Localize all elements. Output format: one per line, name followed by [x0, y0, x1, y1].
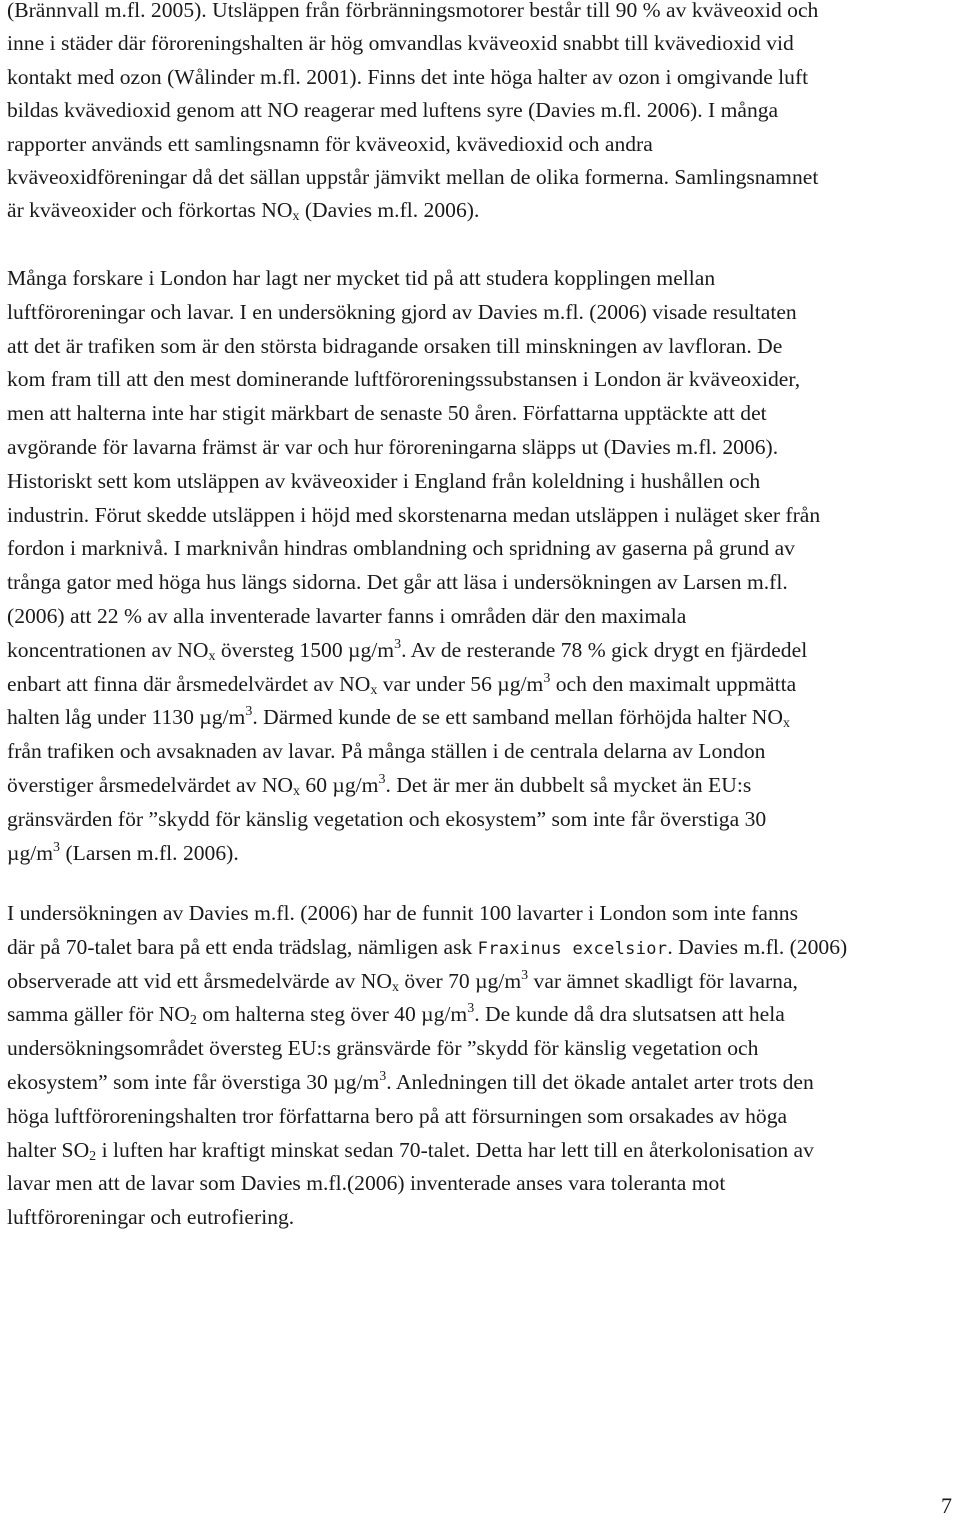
text-run: i luften har kraftigt minskat sedan 70-talet. Detta har lett till en återkolonisation av — [96, 1137, 814, 1162]
superscript: 3 — [467, 1001, 475, 1017]
text-line: industrin. Förut skedde utsläppen i höjd med skorstenarna medan utsläppen i nuläget sker från — [7, 502, 821, 527]
superscript: 3 — [53, 839, 61, 855]
page-number: 7 — [941, 1493, 952, 1518]
subscript: x — [293, 783, 301, 799]
text-line — [7, 931, 955, 965]
text-run: ekosystem” som inte får överstiga 30 µg/m — [7, 1069, 380, 1094]
text-line: höga luftföroreningshalten tror författarna bero på att försurningen som orsakades av höga — [7, 1103, 788, 1128]
text-line: Många forskare i London har lagt ner mycket tid på att studera kopplingen mellan — [7, 266, 716, 290]
text-run: . Därmed kunde de se ett samband mellan förhöjda halter NO — [252, 705, 783, 730]
text-line: (Brännvall m.fl. 2005). Utsläppen från förbränningsmotorer består till 90 % av kväveoxid och — [7, 0, 819, 22]
text-line — [7, 634, 955, 668]
subscript: x — [783, 716, 790, 732]
text-run: koncentrationen av NO — [7, 637, 209, 662]
text-line — [7, 1066, 955, 1100]
text-run: halten låg under 1130 µg/m — [7, 705, 246, 730]
text-run: (Davies m.fl. 2006). — [304, 198, 480, 223]
text-run: där på 70-talet bara på ett enda trädslag, nämligen ask — [7, 934, 478, 959]
text-line: gränsvärden för ”skydd för känslig vegetation och ekosystem” som inte får överstiga 30 — [7, 806, 767, 831]
text-line — [7, 965, 955, 999]
text-run: halter SO — [7, 1137, 90, 1162]
text-run: om halterna steg över 40 µg/m — [196, 1002, 468, 1027]
text-line: från trafiken och avsaknaden av lavar. På många ställen i de centrala delarna av London — [7, 739, 766, 764]
superscript: 3 — [378, 771, 386, 787]
paragraph-2 — [7, 262, 955, 870]
text-run: observerade att vid ett årsmedelvärde av NO — [7, 968, 392, 993]
text-line: avgörande för lavarna främst är var och hur föroreningarna släpps ut (Davies m.fl. 2006). — [7, 434, 779, 459]
subscript: x — [292, 209, 300, 225]
subscript: x — [391, 979, 399, 995]
text-run: översteg 1500 µg/m — [215, 637, 395, 662]
text-run: µg/m — [7, 840, 54, 865]
paragraph-3 — [7, 897, 955, 1235]
text-run: . Det är mer än dubbelt så mycket än EU:s — [385, 772, 752, 797]
text-run: samma gäller för NO — [7, 1002, 190, 1027]
superscript: 3 — [379, 1068, 387, 1084]
text-run: överstiger årsmedelvärdet av NO — [7, 772, 294, 797]
text-line: I undersökningen av Davies m.fl. (2006) har de funnit 100 lavarter i London som inte fanns — [7, 901, 798, 925]
text-run: var under 56 µg/m — [377, 671, 544, 696]
text-run: enbart att finna där årsmedelvärdet av NO — [7, 671, 371, 696]
text-run: . Anledningen till det ökade antalet arter trots den — [386, 1069, 814, 1094]
text-line: att det är trafiken som är den största bidragande orsaken till minskningen av lavfloran. De — [7, 333, 783, 358]
text-line: kom fram till att den mest dominerande luftföroreningssubstansen i London är kväveoxider, — [7, 367, 801, 392]
text-run: är kväveoxider och förkortas NO — [7, 198, 293, 223]
text-run: . Av de resterande 78 % gick drygt en fjärdedel — [401, 637, 808, 662]
text-line — [7, 668, 955, 702]
paragraph-1 — [7, 0, 955, 228]
text-run: och den maximalt uppmätta — [550, 671, 797, 696]
text-run: . Davies m.fl. (2006) — [667, 934, 848, 959]
superscript: 3 — [394, 636, 402, 652]
superscript: 3 — [521, 967, 529, 983]
text-line: luftföroreningar och eutrofiering. — [7, 1205, 295, 1230]
text-line — [7, 769, 955, 803]
superscript: 3 — [245, 704, 253, 720]
text-line: rapporter används ett samlingsnamn för kväveoxid, kvävedioxid och andra — [7, 131, 653, 156]
text-run: (Larsen m.fl. 2006). — [60, 840, 239, 865]
text-line — [7, 998, 955, 1032]
text-line: inne i städer där föroreningshalten är hög omvandlas kväveoxid snabbt till kvävedioxid vid — [7, 31, 794, 56]
text-line: men att halterna inte har stigit märkbart de senaste 50 åren. Författarna upptäckte att det — [7, 401, 767, 426]
species-name: Fraxinus excelsior — [477, 938, 668, 959]
text-line: lavar men att de lavar som Davies m.fl.(2006) inventerade anses vara toleranta mot — [7, 1171, 726, 1196]
text-line — [7, 194, 955, 227]
text-line: trånga gator med höga hus längs sidorna. Det går att läsa i undersökningen av Larsen m.fl. — [7, 570, 788, 595]
subscript: 2 — [89, 1148, 97, 1164]
subscript: x — [208, 648, 216, 664]
text-run: . De kunde då dra slutsatsen att hela — [474, 1002, 785, 1027]
text-run: var ämnet skadligt för lavarna, — [528, 968, 798, 993]
text-line: (2006) att 22 % av alla inventerade lavarter fanns i områden där den maximala — [7, 603, 687, 628]
text-line: Historiskt sett kom utsläppen av kväveoxider i England från koleldning i hushållen och — [7, 468, 761, 493]
text-line — [7, 1134, 955, 1168]
text-run: 60 µg/m — [300, 772, 379, 797]
text-line — [7, 701, 955, 735]
text-line: bildas kvävedioxid genom att NO reagerar med luftens syre (Davies m.fl. 2006). I många — [7, 98, 779, 123]
superscript: 3 — [543, 670, 551, 686]
text-line: luftföroreningar och lavar. I en undersökning gjord av Davies m.fl. (2006) visade resultaten — [7, 299, 797, 324]
text-line: undersökningsområdet översteg EU:s gränsvärde för ”skydd för känslig vegetation och — [7, 1036, 759, 1061]
subscript: 2 — [189, 1013, 197, 1029]
text-line: kväveoxidföreningar då det sällan uppstår jämvikt mellan de olika formerna. Samlingsnamnet — [7, 164, 819, 189]
text-line — [7, 837, 955, 871]
text-line: kontakt med ozon (Wålinder m.fl. 2001). Finns det inte höga halter av ozon i omgivande luft — [7, 64, 809, 89]
subscript: x — [370, 682, 378, 698]
text-run: över 70 µg/m — [398, 968, 522, 993]
text-line: fordon i marknivå. I marknivån hindras omblandning och spridning av gaserna på grund av — [7, 536, 795, 561]
